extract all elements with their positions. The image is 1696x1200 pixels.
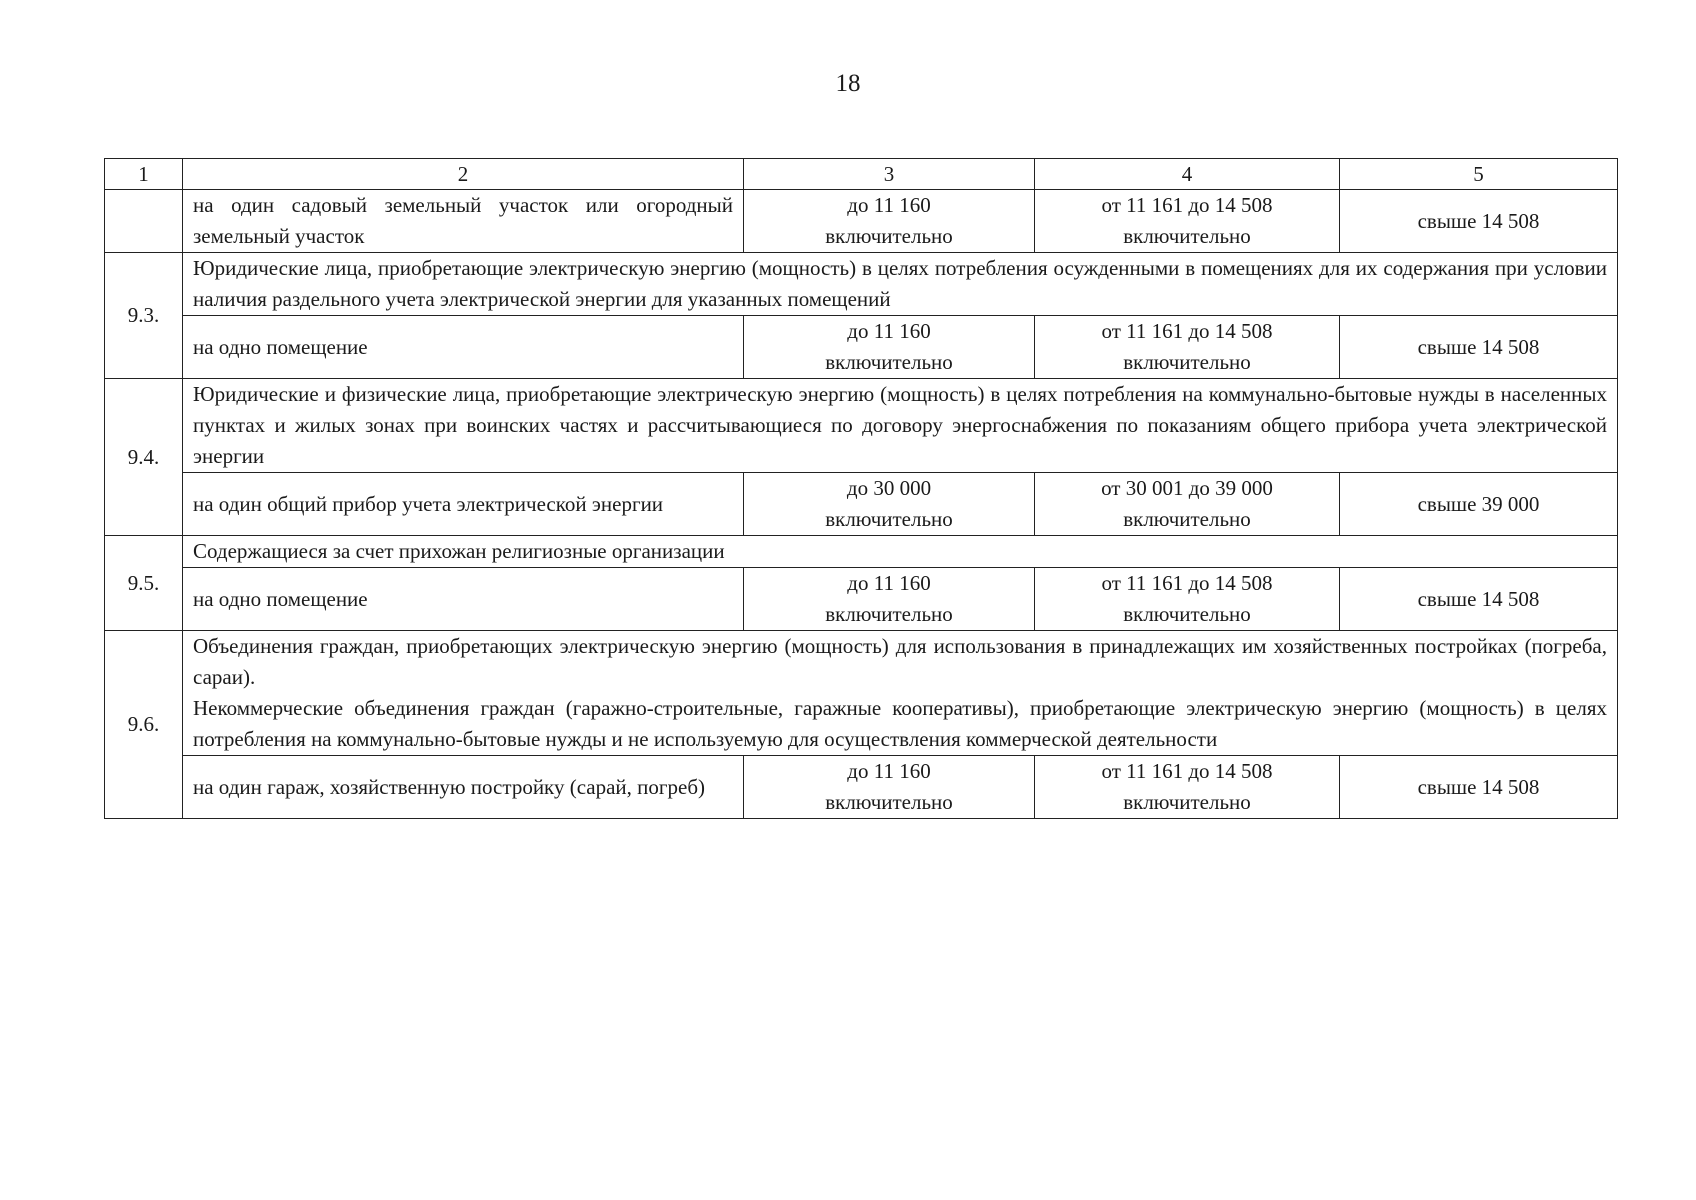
range-low-cell [744, 316, 1035, 379]
row-number: 9.6. [105, 631, 183, 819]
range-high-cell: свыше 14 508 [1340, 568, 1618, 631]
table-row [105, 190, 1618, 253]
range-qualifier: включительно [825, 790, 953, 814]
range-low-cell [744, 473, 1035, 536]
range-qualifier: включительно [1123, 350, 1251, 374]
range-value: до 11 160 [847, 319, 931, 343]
range-mid-cell [1035, 756, 1340, 819]
table-row [105, 316, 1618, 379]
section-row [105, 631, 1618, 756]
section-row [105, 536, 1618, 568]
range-high-cell: свыше 14 508 [1340, 316, 1618, 379]
range-qualifier: включительно [825, 602, 953, 626]
range-value: от 11 161 до 14 508 [1101, 759, 1273, 783]
unit-label: на одно помещение [183, 316, 744, 379]
range-mid-cell [1035, 473, 1340, 536]
range-value: до 30 000 [846, 476, 932, 500]
row-number-cell [105, 190, 183, 253]
table-row [105, 473, 1618, 536]
range-low-cell [744, 756, 1035, 819]
section-description: Содержащиеся за счет прихожан религиозные организации [183, 536, 1618, 568]
section-description: Юридические лица, приобретающие электрическую энергию (мощность) в целях потребления осужденными в помещениях для их содержания при условии наличия раздельного учета электрической энергии для указанных помещений [183, 253, 1618, 316]
column-header-row [105, 159, 1618, 190]
section-description [183, 631, 1618, 756]
unit-label: на один садовый земельный участок или огородный земельный участок [183, 190, 744, 253]
range-low-cell [744, 568, 1035, 631]
range-value: до 11 160 [847, 759, 931, 783]
description-paragraph: Некоммерческие объединения граждан (гаражно-строительные, гаражные кооперативы), приобретающие электрическую энергию (мощность) в целях потребления на коммунально-бытовые нужды и не используемую для осуществления коммерческой деятельности [193, 696, 1607, 751]
column-header-4: 4 [1035, 159, 1340, 190]
range-value: от 11 161 до 14 508 [1101, 571, 1273, 595]
description-paragraph: Объединения граждан, приобретающих электрическую энергию (мощность) для использования в принадлежащих им хозяйственных постройках (погреба, сараи). [193, 634, 1607, 689]
table-row [105, 568, 1618, 631]
range-value: от 30 001 до 39 000 [1101, 476, 1273, 500]
column-header-5: 5 [1340, 159, 1618, 190]
section-description: Юридические и физические лица, приобретающие электрическую энергию (мощность) в целях потребления на коммунально-бытовые нужды в населенных пунктах и жилых зонах при воинских частях и рассчитывающиеся по договору энергоснабжения по показаниям общего прибора учета электрической энергии [183, 379, 1618, 473]
unit-label: на один общий прибор учета электрической энергии [183, 473, 744, 536]
row-number: 9.5. [105, 536, 183, 631]
unit-label: на одно помещение [183, 568, 744, 631]
unit-label: на один гараж, хозяйственную постройку (сарай, погреб) [183, 756, 744, 819]
range-qualifier: включительно [1123, 790, 1251, 814]
range-qualifier: включительно [1123, 602, 1251, 626]
table-row [105, 756, 1618, 819]
range-qualifier: включительно [825, 350, 953, 374]
range-high-cell: свыше 14 508 [1340, 756, 1618, 819]
range-value: до 11 160 [847, 193, 931, 217]
row-number: 9.3. [105, 253, 183, 379]
column-header-1: 1 [105, 159, 183, 190]
column-header-2: 2 [183, 159, 744, 190]
range-value: до 11 160 [847, 571, 931, 595]
range-low-cell [744, 190, 1035, 253]
range-qualifier: включительно [825, 224, 953, 248]
range-value: от 11 161 до 14 508 [1101, 193, 1273, 217]
page-number: 18 [835, 70, 861, 97]
range-mid-cell [1035, 316, 1340, 379]
range-qualifier: включительно [1123, 224, 1251, 248]
section-row [105, 379, 1618, 473]
range-qualifier: включительно [825, 507, 953, 531]
range-qualifier: включительно [1123, 507, 1251, 531]
range-value: от 11 161 до 14 508 [1101, 319, 1273, 343]
row-number: 9.4. [105, 379, 183, 536]
column-header-3: 3 [744, 159, 1035, 190]
tariff-table [104, 158, 1618, 819]
range-mid-cell [1035, 568, 1340, 631]
range-high-cell: свыше 39 000 [1340, 473, 1618, 536]
range-mid-cell [1035, 190, 1340, 253]
section-row [105, 253, 1618, 316]
range-high-cell: свыше 14 508 [1340, 190, 1618, 253]
